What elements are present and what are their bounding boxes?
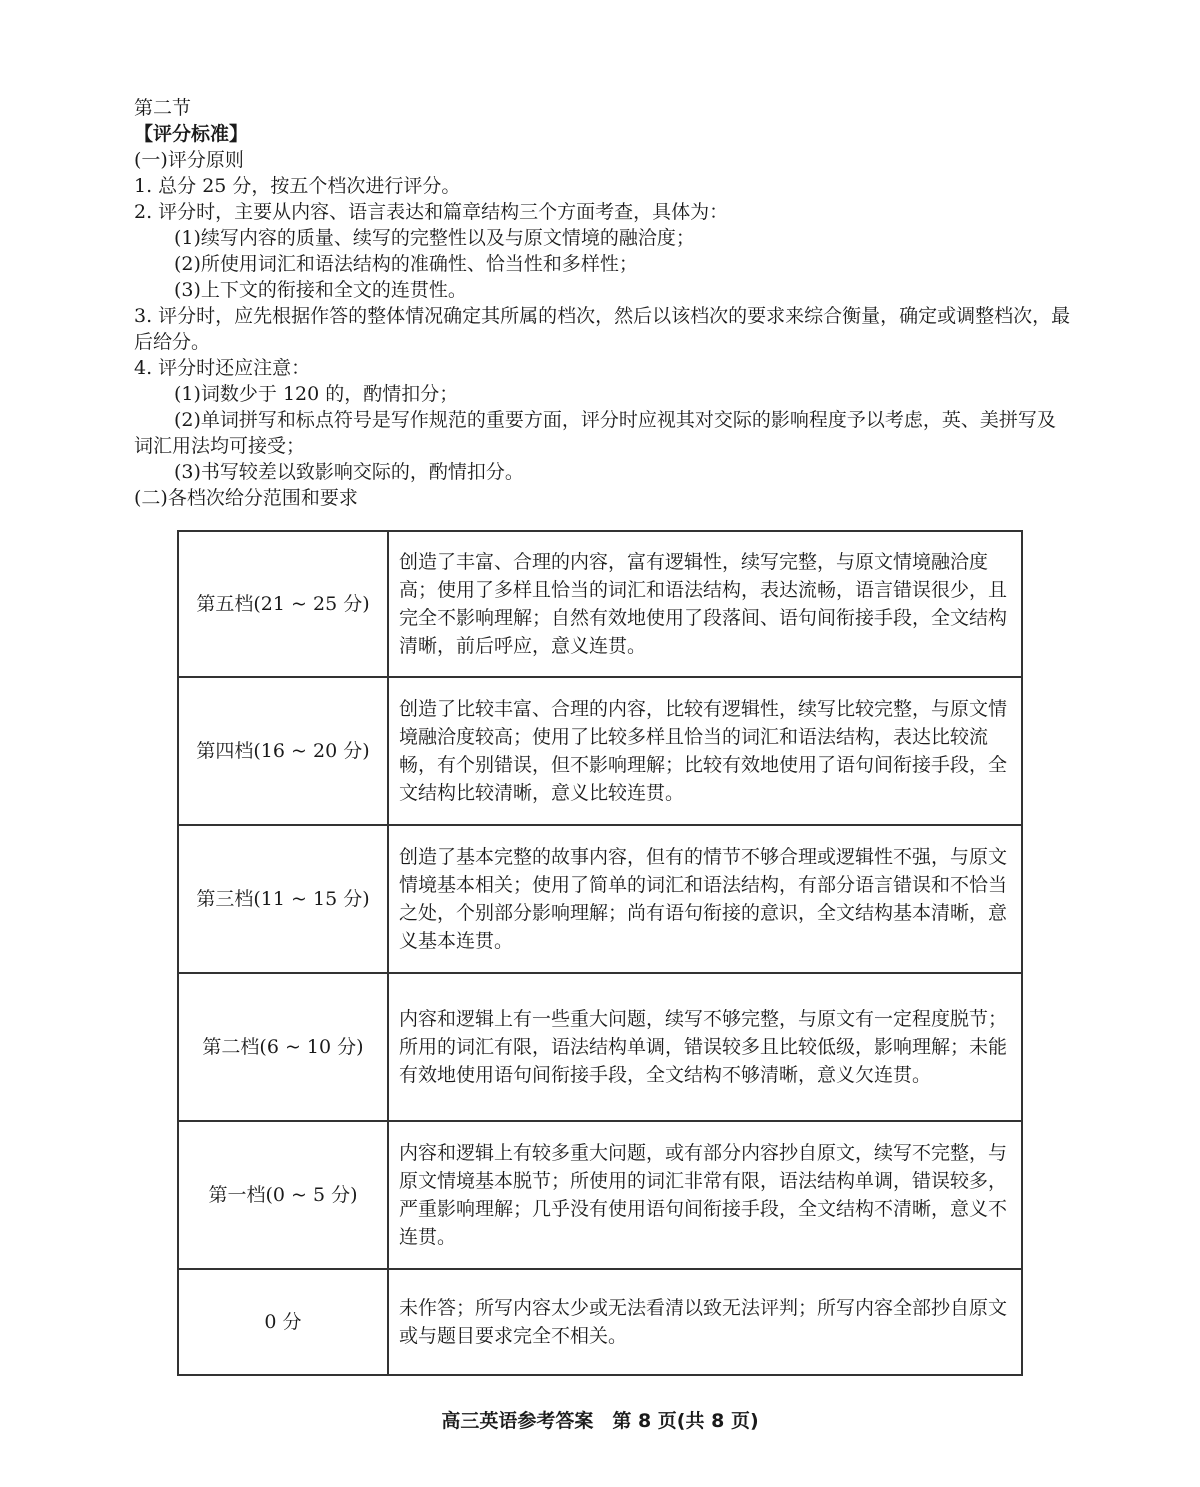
grade-level: 第二档(6 ~ 10 分): [178, 973, 388, 1121]
grade-description: 创造了比较丰富、合理的内容，比较有逻辑性，续写比较完整，与原文情境融洽度较高；使用了比较多样且恰当的词汇和语法结构，表达比较流畅，有个别错误，但不影响理解；比较有效地使用了语句间衔接手段，全文结构比较清晰，意义比较连贯。: [388, 677, 1022, 825]
rule-item-4-sub-3: (3)书写较差以致影响交际的，酌情扣分。: [174, 461, 524, 483]
table-row: [178, 973, 1022, 1121]
rule-item-4-sub-1: (1)词数少于 120 的，酌情扣分；: [174, 383, 459, 405]
grade-description: 内容和逻辑上有较多重大问题，或有部分内容抄自原文，续写不完整，与原文情境基本脱节；所使用的词汇非常有限，语法结构单调，错误较多，严重影响理解；几乎没有使用语句间衔接手段，全文结构不清晰，意义不连贯。: [388, 1121, 1022, 1269]
rule-item-4-sub-2: (2)单词拼写和标点符号是写作规范的重要方面，评分时应视其对交际的影响程度予以考虑，英、美拼写及词汇用法均可接受；: [134, 409, 1056, 457]
rule-item-3: 3. 评分时，应先根据作答的整体情况确定其所属的档次，然后以该档次的要求来综合衡量，确定或调整档次，最后给分。: [134, 305, 1071, 353]
grade-level: 0 分: [178, 1269, 388, 1375]
grading-table: [177, 530, 1023, 1376]
part2-heading: (二)各档次给分范围和要求: [134, 487, 358, 509]
grade-level: 第五档(21 ~ 25 分): [178, 531, 388, 677]
table-row: [178, 1121, 1022, 1269]
grade-description: 未作答；所写内容太少或无法看清以致无法评判；所写内容全部抄自原文或与题目要求完全不相关。: [388, 1269, 1022, 1375]
grade-description: 创造了丰富、合理的内容，富有逻辑性，续写完整，与原文情境融洽度高；使用了多样且恰当的词汇和语法结构，表达流畅，语言错误很少，且完全不影响理解；自然有效地使用了段落间、语句间衔接手段，全文结构清晰，前后呼应，意义连贯。: [388, 531, 1022, 677]
grade-level: 第四档(16 ~ 20 分): [178, 677, 388, 825]
page-footer: 高三英语参考答案 第 8 页(共 8 页): [441, 1410, 759, 1432]
part1-heading: (一)评分原则: [134, 149, 244, 171]
grade-description: 创造了基本完整的故事内容，但有的情节不够合理或逻辑性不强，与原文情境基本相关；使用了简单的词汇和语法结构，有部分语言错误和不恰当之处，个别部分影响理解；尚有语句衔接的意识，全文结构基本清晰，意义基本连贯。: [388, 825, 1022, 973]
rule-item-2: 2. 评分时，主要从内容、语言表达和篇章结构三个方面考查，具体为：: [134, 201, 729, 223]
grade-level: 第三档(11 ~ 15 分): [178, 825, 388, 973]
rule-item-2-sub-3: (3)上下文的衔接和全文的连贯性。: [174, 279, 467, 301]
table-row: [178, 531, 1022, 677]
rule-item-2-sub-2: (2)所使用词汇和语法结构的准确性、恰当性和多样性；: [174, 253, 638, 275]
rule-item-2-sub-1: (1)续写内容的质量、续写的完整性以及与原文情境的融洽度；: [174, 227, 695, 249]
grade-level: 第一档(0 ~ 5 分): [178, 1121, 388, 1269]
table-row: [178, 677, 1022, 825]
table-row: [178, 1269, 1022, 1375]
grade-description: 内容和逻辑上有一些重大问题，续写不够完整，与原文有一定程度脱节；所用的词汇有限，语法结构单调，错误较多且比较低级，影响理解；未能有效地使用语句间衔接手段，全文结构不够清晰，意义欠连贯。: [388, 973, 1022, 1121]
section-title: 第二节: [134, 97, 192, 119]
document-body: [134, 95, 1074, 511]
table-row: [178, 825, 1022, 973]
criteria-title: 【评分标准】: [134, 123, 249, 145]
rule-item-4: 4. 评分时还应注意：: [134, 357, 311, 379]
rule-item-1: 1. 总分 25 分，按五个档次进行评分。: [134, 175, 461, 197]
